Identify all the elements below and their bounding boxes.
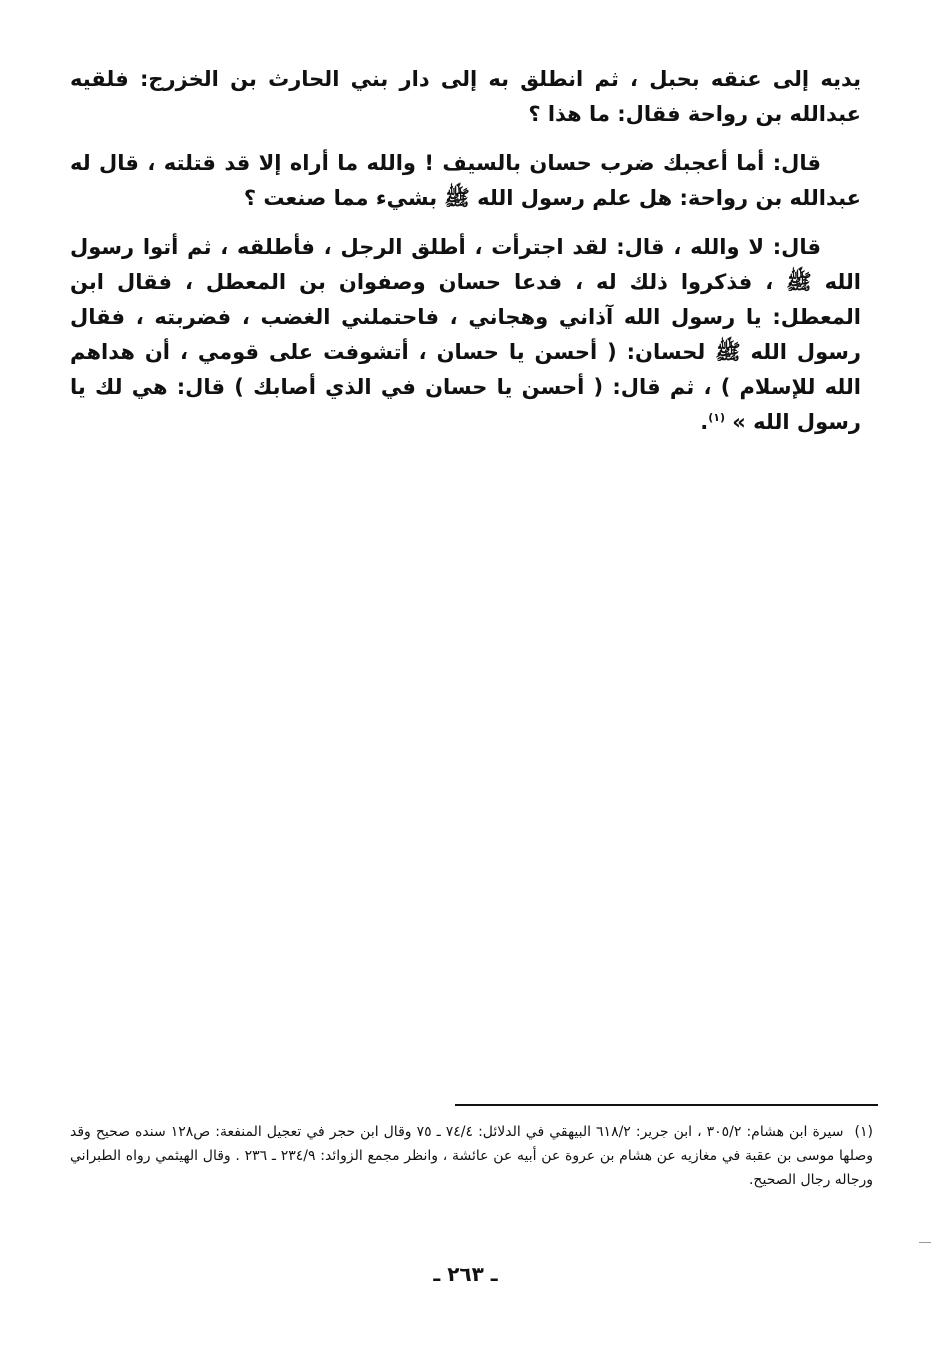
paragraph-2-text: قال: أما أعجبك ضرب حسان بالسيف ! والله ما أراه إلا قد قتلته ، قال له عبدالله بن رواحة: هل علم رسول الله ﷺ بشيء مما صنعت ؟ xyxy=(70,151,861,210)
main-text xyxy=(70,62,861,454)
footnote-number: (١) xyxy=(854,1124,873,1140)
paragraph-3 xyxy=(70,230,861,440)
footnote-reference: (١) xyxy=(708,411,725,424)
page-number: ـ ٢٦٣ ـ xyxy=(433,1262,498,1286)
paragraph-1 xyxy=(70,62,861,132)
footnote-divider xyxy=(455,1104,878,1106)
paragraph-3-end: . xyxy=(700,410,709,434)
paragraph-2 xyxy=(70,146,861,216)
footnote xyxy=(70,1120,873,1192)
footnote-text: سيرة ابن هشام: ٣٠٥/٢ ، ابن جرير: ٦١٨/٢ البيهقي في الدلائل: ٧٤/٤ ـ ٧٥ وقال ابن حجر في تعجيل المنفعة: ص١٢٨ سنده صحيح وقد وصلها موسى بن عقبة في مغازيه عن هشام بن عروة عن أبيه عن عائشة ، وانظر مجمع الزوائد: ٢٣٤/٩ ـ ٢٣٦ . وقال الهيثمي رواه الطبراني ورجاله رجال الصحيح. xyxy=(70,1124,873,1188)
paragraph-3-text: قال: لا والله ، قال: لقد اجترأت ، أطلق الرجل ، فأطلقه ، ثم أتوا رسول الله ﷺ ، فذكروا ذلك له ، فدعا حسان وصفوان بن المعطل ، فقال ابن المعطل: يا رسول الله آذاني وهجاني ، فاحتملني الغضب ، فضربته ، فقال رسول الله ﷺ لحسان: ( أحسن يا حسان ، أتشوفت على قومي ، أن هداهم الله للإسلام ) ، ثم قال: ( أحسن يا حسان في الذي أصابك ) قال: هي لك يا رسول الله » xyxy=(70,235,861,434)
paragraph-1-text: يديه إلى عنقه بحبل ، ثم انطلق به إلى دار بني الحارث بن الخزرج: فلقيه عبدالله بن رواحة فقال: ما هذا ؟ xyxy=(70,67,861,126)
scan-edge-mark xyxy=(919,1242,931,1243)
